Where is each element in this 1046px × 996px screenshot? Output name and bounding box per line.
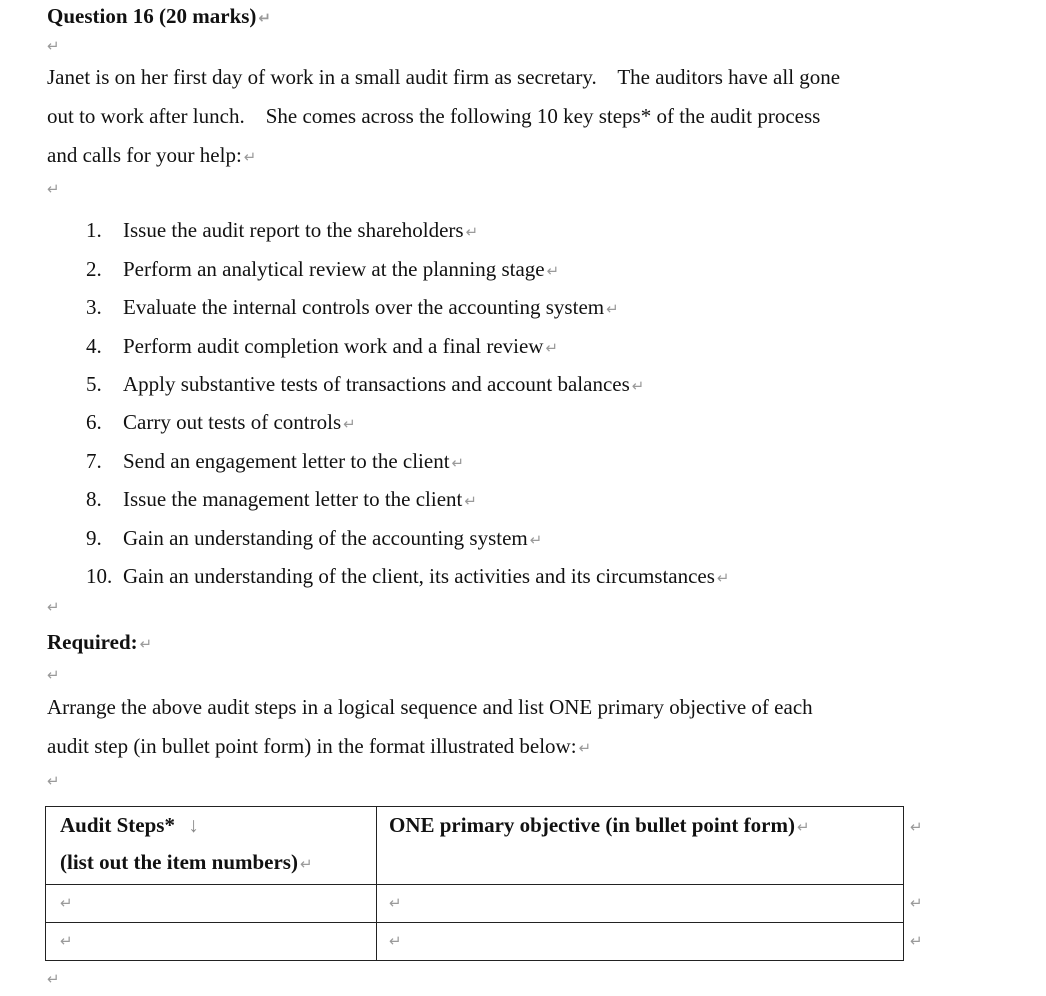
paragraph-mark-icon: ↵ <box>47 180 60 198</box>
step-text-content: Evaluate the internal controls over the accounting system <box>123 295 605 319</box>
paragraph-mark-icon: ↵ <box>465 223 479 241</box>
step-text-content: Perform audit completion work and a final review <box>123 334 544 358</box>
step-text-content: Carry out tests of controls <box>123 410 342 434</box>
cell-mark-icon: ↵ <box>389 932 402 950</box>
row-end-mark-icon: ↵ <box>910 932 923 950</box>
required-line-2 <box>47 736 591 757</box>
step-text-content: Perform an analytical review at the planning stage <box>123 257 545 281</box>
row-end-mark-icon: ↵ <box>910 894 923 912</box>
header-cell-audit-steps <box>46 807 377 885</box>
cell-mark-icon: ↵ <box>299 855 313 873</box>
step-text <box>123 218 478 243</box>
table-cell-step[interactable] <box>46 885 377 923</box>
step-text <box>123 526 542 551</box>
table-cell-step[interactable] <box>46 923 377 961</box>
header-audit-steps-line1 <box>60 813 376 838</box>
cell-mark-icon: ↵ <box>796 818 810 836</box>
row-end-mark-icon: ↵ <box>910 818 923 836</box>
intro-line-3 <box>47 145 256 166</box>
header-item-numbers-text: (list out the item numbers) <box>60 850 298 874</box>
step-number: 8. <box>86 487 102 511</box>
step-number: 3. <box>86 295 102 319</box>
paragraph-mark-icon: ↵ <box>716 569 730 587</box>
step-number: 1. <box>86 218 102 242</box>
step-text <box>123 410 356 435</box>
required-label <box>47 630 152 655</box>
intro-line-2 <box>47 106 820 127</box>
table-row <box>46 885 904 923</box>
paragraph-mark-icon: ↵ <box>451 454 465 472</box>
step-number: 6. <box>86 410 102 434</box>
step-text-content: Gain an understanding of the client, its activities and its circumstances <box>123 564 715 588</box>
table-cell-objective[interactable] <box>377 885 904 923</box>
paragraph-mark-icon: ↵ <box>631 377 645 395</box>
paragraph-mark-icon: ↵ <box>545 339 559 357</box>
intro-line-1 <box>47 67 840 88</box>
paragraph-mark-icon: ↵ <box>343 415 356 433</box>
step-text <box>123 334 558 359</box>
paragraph-mark-icon: ↵ <box>546 262 560 280</box>
paragraph-mark-icon: ↵ <box>258 9 271 27</box>
paragraph-mark-icon: ↵ <box>47 772 60 790</box>
step-text <box>123 564 730 589</box>
cell-mark-icon: ↵ <box>60 932 73 950</box>
required-label-text: Required: <box>47 630 138 654</box>
step-text-content: Send an engagement letter to the client <box>123 449 450 473</box>
step-text-content: Issue the audit report to the shareholders <box>123 218 464 242</box>
paragraph-mark-icon: ↵ <box>47 970 60 988</box>
table-cell-objective[interactable] <box>377 923 904 961</box>
required-line-1-text: Arrange the above audit steps in a logical sequence and list ONE primary objective of each <box>47 695 813 719</box>
header-objective-text: ONE primary objective (in bullet point form) <box>389 813 795 837</box>
paragraph-mark-icon: ↵ <box>139 635 153 653</box>
header-audit-steps-text: Audit Steps* <box>60 813 175 837</box>
step-number: 5. <box>86 372 102 396</box>
cell-mark-icon: ↵ <box>389 894 402 912</box>
step-text <box>123 487 477 512</box>
intro-line-2-text: out to work after lunch. She comes across the following 10 key steps* of the audit process <box>47 104 821 128</box>
down-arrow-icon: ↓ <box>188 813 199 837</box>
table-row <box>46 923 904 961</box>
step-text-content: Apply substantive tests of transactions and account balances <box>123 372 630 396</box>
paragraph-mark-icon: ↵ <box>243 148 257 166</box>
step-text <box>123 295 619 320</box>
step-number: 10. <box>86 564 113 588</box>
step-number: 7. <box>86 449 102 473</box>
paragraph-mark-icon: ↵ <box>47 37 60 55</box>
cell-mark-icon: ↵ <box>60 894 73 912</box>
question-heading-text: Question 16 (20 marks) <box>47 4 257 28</box>
step-number: 2. <box>86 257 102 281</box>
paragraph-mark-icon: ↵ <box>47 598 60 616</box>
intro-line-1-text: Janet is on her first day of work in a small audit firm as secretary. The auditors have all gone <box>47 65 841 89</box>
required-line-1 <box>47 697 813 718</box>
intro-line-3-text: and calls for your help: <box>47 143 242 167</box>
paragraph-mark-icon: ↵ <box>47 666 60 684</box>
header-audit-steps-line2 <box>60 850 376 875</box>
paragraph-mark-icon: ↵ <box>606 300 619 318</box>
step-text-content: Issue the management letter to the client <box>123 487 463 511</box>
required-line-2-text: audit step (in bullet point form) in the format illustrated below: <box>47 734 577 758</box>
step-text <box>123 449 464 474</box>
paragraph-mark-icon: ↵ <box>578 739 592 757</box>
paragraph-mark-icon: ↵ <box>464 492 477 510</box>
step-number: 9. <box>86 526 102 550</box>
table-header-row <box>46 807 904 885</box>
step-number: 4. <box>86 334 102 358</box>
question-heading <box>47 4 271 29</box>
paragraph-mark-icon: ↵ <box>529 531 543 549</box>
step-text <box>123 257 559 282</box>
header-cell-objective <box>377 807 904 885</box>
step-text <box>123 372 644 397</box>
format-table <box>45 806 904 961</box>
step-text-content: Gain an understanding of the accounting system <box>123 526 528 550</box>
